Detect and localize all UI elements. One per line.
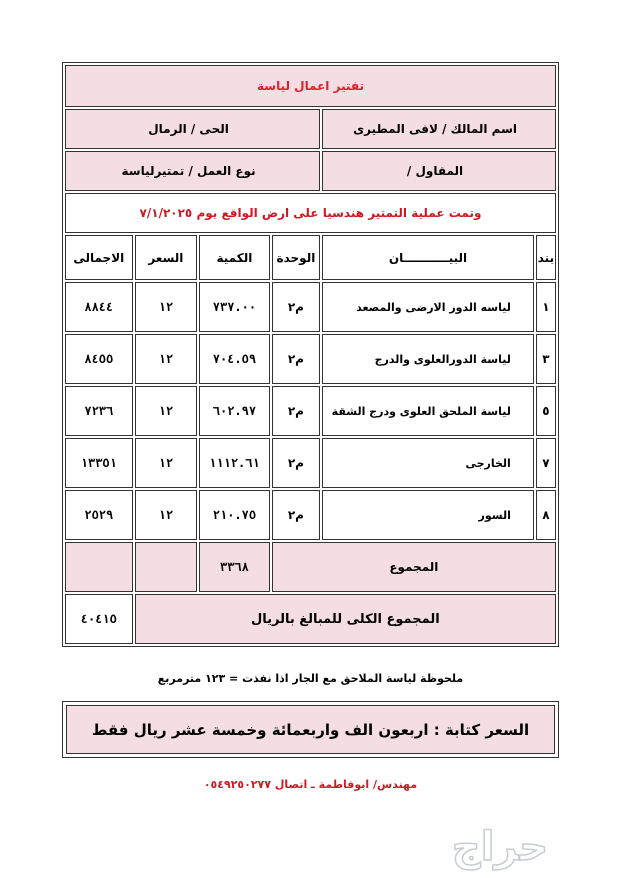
- col-total: الاجمالى: [65, 235, 133, 280]
- row-price: ١٢: [135, 386, 198, 436]
- row-description: السور: [322, 490, 534, 540]
- row-unit: م٢: [272, 282, 320, 332]
- col-item: بند: [536, 235, 556, 280]
- price-in-words-box: [62, 701, 559, 758]
- grand-total-label: المجموع الكلى للمبالغ بالريال: [135, 594, 556, 644]
- row-unit: م٢: [272, 490, 320, 540]
- col-quantity: الكمية: [199, 235, 270, 280]
- sum-price-empty: [135, 542, 198, 592]
- footnote: ملحوظة لياسة الملاحق مع الجار اذا نفذت = ١٢٣ مترمربع: [157, 672, 464, 685]
- row-price: ١٢: [135, 282, 198, 332]
- row-item: ٧: [536, 438, 556, 488]
- contractor: المقاول /: [322, 151, 556, 191]
- haraj-logo: [385, 822, 615, 872]
- row-quantity: ٧٠٤.٥٩: [199, 334, 270, 384]
- sum-row: [65, 542, 556, 592]
- row-quantity: ٧٣٧.٠٠: [199, 282, 270, 332]
- row-total: ٢٥٢٩: [65, 490, 133, 540]
- inspection-note: وتمت عملية التمتير هندسيا على ارض الواقع يوم ٧/١/٢٠٢٥: [65, 193, 556, 233]
- row-quantity: ٦٠٢.٩٧: [199, 386, 270, 436]
- owner-name: اسم المالك / لافى المطيرى: [322, 109, 556, 149]
- table-row: [65, 282, 556, 332]
- row-quantity: ١١١٢.٦١: [199, 438, 270, 488]
- row-unit: م٢: [272, 438, 320, 488]
- invoice-table: [62, 62, 559, 647]
- table-row: [65, 490, 556, 540]
- engineer-contact: مهندس/ ابوفاطمة ـ اتصال ٠٥٤٩٢٥٠٢٧٧: [203, 778, 418, 791]
- row-total: ١٣٣٥١: [65, 438, 133, 488]
- grand-total-value: ٤٠٤١٥: [65, 594, 133, 644]
- row-price: ١٢: [135, 334, 198, 384]
- row-quantity: ٢١٠.٧٥: [199, 490, 270, 540]
- table-row: [65, 438, 556, 488]
- work-type: نوع العمل / تمتيرلياسة: [65, 151, 320, 191]
- district: الحى / الرمال: [65, 109, 320, 149]
- watermark-text: حراج: [451, 824, 549, 870]
- row-description: لياسه الدور الارضى والمصعد: [322, 282, 534, 332]
- row-total: ٨٨٤٤: [65, 282, 133, 332]
- table-row: [65, 386, 556, 436]
- sum-label: المجموع: [272, 542, 556, 592]
- price-in-words: السعر كتابة : اربعون الف واربعمائة وخمسة عشر ريال فقط: [66, 705, 555, 754]
- col-unit: الوحدة: [272, 235, 320, 280]
- table-header-row: [65, 235, 556, 280]
- row-price: ١٢: [135, 490, 198, 540]
- invoice-sheet: [62, 62, 559, 647]
- row-description: لياسة الدورالعلوى والدرج: [322, 334, 534, 384]
- row-unit: م٢: [272, 386, 320, 436]
- row-item: ٥: [536, 386, 556, 436]
- row-item: ٣: [536, 334, 556, 384]
- row-unit: م٢: [272, 334, 320, 384]
- col-price: السعر: [135, 235, 198, 280]
- sum-total-empty: [65, 542, 133, 592]
- invoice-title: تفتير اعمال لياسة: [65, 65, 556, 107]
- row-description: لياسة الملحق العلوى ودرج الشقة: [322, 386, 534, 436]
- grand-total-row: [65, 594, 556, 644]
- row-total: ٧٢٣٦: [65, 386, 133, 436]
- row-price: ١٢: [135, 438, 198, 488]
- table-row: [65, 334, 556, 384]
- sum-quantity: ٣٣٦٨: [199, 542, 270, 592]
- col-description: البيـــــــــــان: [322, 235, 534, 280]
- row-total: ٨٤٥٥: [65, 334, 133, 384]
- row-description: الخارجى: [322, 438, 534, 488]
- row-item: ٨: [536, 490, 556, 540]
- row-item: ١: [536, 282, 556, 332]
